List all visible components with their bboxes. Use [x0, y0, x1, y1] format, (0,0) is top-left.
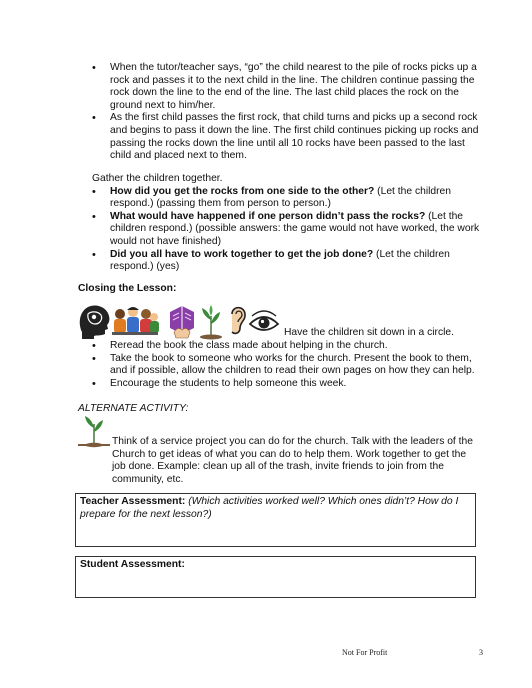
alternate-title: ALTERNATE ACTIVITY:	[78, 403, 189, 414]
closing-section	[88, 340, 488, 390]
eye-icon	[248, 302, 280, 340]
discussion-question	[88, 186, 492, 211]
seedling-icon	[76, 414, 112, 448]
question-text: Did you all have to work together to get the job done?	[110, 248, 374, 260]
procedure-bullet: • When the tutor/teacher says, “go” the child nearest to the pile of rocks picks up a rock and passes it to the next child in the line. The children continue passing the rock down the line to the end of the line. The last child places the rock on the ground next to him/her.	[88, 62, 488, 112]
seedling-icon	[198, 302, 224, 340]
question-text: What would have happened if one person didn’t pass the rocks?	[110, 210, 426, 222]
children-group-icon	[110, 302, 160, 340]
procedure-section	[88, 62, 488, 163]
answer-text: (Let the children respond.) (yes)	[110, 248, 450, 273]
teacher-assessment-label: Teacher Assessment:	[80, 496, 186, 507]
circle-instruction: Have the children sit down in a circle.	[284, 327, 454, 338]
praying-hands-icon	[164, 302, 198, 340]
closing-title: Closing the Lesson:	[78, 283, 177, 294]
discussion-question	[88, 249, 492, 274]
alternate-body: Think of a service project you can do for the church. Talk with the leaders of the Church to get ideas of what you can do to help them. Work together to get the job done. Example: clean up all of the trash, invite friends to join from the community, etc.	[112, 436, 473, 485]
answer-text: (Let the children respond.) (possible answers: the game would not have worked, the work would not have finished)	[110, 210, 480, 247]
discussion-intro: Gather the children together.	[92, 173, 223, 184]
answer-text: (Let the children respond.) (passing them from person to person.)	[110, 185, 452, 210]
closing-bullet: • Take the book to someone who works for the church. Present the book to them, and if possible, allow the children to read their own pages on how they can help.	[88, 353, 488, 378]
procedure-bullet: • As the first child passes the first rock, that child turns and picks up a second rock and begins to pass it down the line. The first child continues picking up rocks and passing the rocks down the line until all 10 rocks have been passed to the last child and placed next to them.	[88, 112, 488, 162]
question-text: How did you get the rocks from one side to the other?	[110, 185, 375, 197]
discussion-question	[88, 211, 492, 249]
closing-icons	[76, 302, 282, 340]
footer-text: Not For Profit	[342, 648, 388, 657]
student-assessment-box[interactable]	[75, 556, 476, 598]
closing-bullet: • Reread the book the class made about helping in the church.	[88, 340, 488, 353]
teacher-assessment-box[interactable]	[75, 493, 476, 547]
discussion-section	[92, 173, 492, 274]
closing-bullet: • Encourage the students to help someone this week.	[88, 378, 488, 391]
student-assessment-label: Student Assessment:	[80, 559, 185, 570]
ear-icon	[226, 302, 248, 340]
page-number: 3	[479, 648, 483, 657]
head-silhouette-icon	[76, 302, 112, 340]
teacher-assessment-prompt: (Which activities worked well? Which ones didn’t? How do I prepare for the next lesson?)	[80, 496, 459, 520]
